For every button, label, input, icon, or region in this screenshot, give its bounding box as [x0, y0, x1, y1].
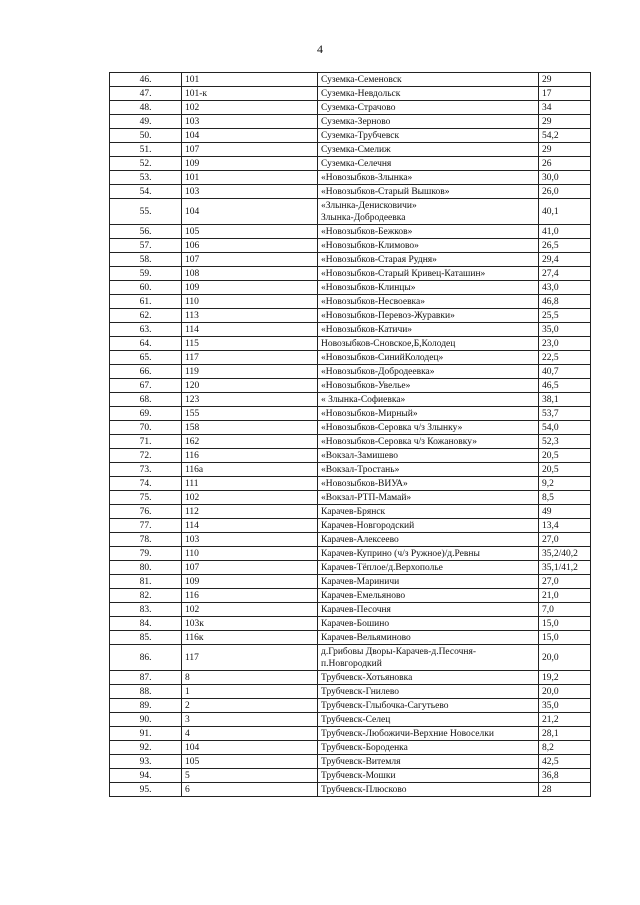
route-length-cell: 40,7 — [539, 365, 591, 379]
table-row — [110, 129, 591, 143]
route-number-cell: 1 — [182, 685, 318, 699]
route-name-cell: Карачев-Куприно (ч/з Ружное)/д.Ревны — [318, 547, 539, 561]
table-row — [110, 185, 591, 199]
route-number-cell: 114 — [182, 323, 318, 337]
route-name-cell: Суземка-Невдольск — [318, 87, 539, 101]
route-length-cell: 46,5 — [539, 379, 591, 393]
route-name-line: д.Грибовы Дворы-Карачев-д.Песочня- — [321, 647, 477, 657]
table-row — [110, 323, 591, 337]
route-length-cell: 25,5 — [539, 309, 591, 323]
route-name-cell: Трубчевск-Хотьяновка — [318, 671, 539, 685]
table-row — [110, 157, 591, 171]
row-number-cell: 85. — [110, 631, 182, 645]
route-number-cell: 6 — [182, 783, 318, 797]
routes-table — [109, 72, 591, 797]
table-row — [110, 407, 591, 421]
route-name-cell: «Новозыбков-Старая Рудня» — [318, 253, 539, 267]
route-name-cell: «Новозыбков-Серовка ч/з Злынку» — [318, 421, 539, 435]
route-number-cell: 5 — [182, 769, 318, 783]
route-number-cell: 102 — [182, 603, 318, 617]
route-length-cell: 23,0 — [539, 337, 591, 351]
route-length-cell: 28,1 — [539, 727, 591, 741]
row-number-cell: 60. — [110, 281, 182, 295]
route-name-cell: Карачев-Вельяминово — [318, 631, 539, 645]
route-name-cell: «Новозыбков-Старый Кривец-Каташин» — [318, 267, 539, 281]
route-name-cell: Суземка-Селечня — [318, 157, 539, 171]
table-row — [110, 699, 591, 713]
route-length-cell: 20,0 — [539, 645, 591, 671]
route-name-line: п.Новгородкий — [321, 659, 382, 669]
route-name-cell: «Новозыбков-Старый Вышков» — [318, 185, 539, 199]
route-number-cell: 109 — [182, 157, 318, 171]
route-name-cell: Карачев-Брянск — [318, 505, 539, 519]
route-length-cell: 9,2 — [539, 477, 591, 491]
route-length-cell: 20,5 — [539, 463, 591, 477]
route-name-cell: Трубчевск-Глыбочка-Сагутьево — [318, 699, 539, 713]
route-length-cell: 17 — [539, 87, 591, 101]
route-name-cell: «Новозыбков-Несвоевка» — [318, 295, 539, 309]
route-name-line: Злынка-Добродеевка — [321, 213, 406, 223]
table-row — [110, 199, 591, 225]
route-length-cell: 27,4 — [539, 267, 591, 281]
table-row — [110, 617, 591, 631]
row-number-cell: 77. — [110, 519, 182, 533]
row-number-cell: 53. — [110, 171, 182, 185]
route-name-cell: Суземка-Зерново — [318, 115, 539, 129]
route-name-line: «Злынка-Денисковичи» — [321, 201, 417, 211]
row-number-cell: 56. — [110, 225, 182, 239]
route-number-cell: 107 — [182, 143, 318, 157]
route-name-cell: «Новозыбков-Бежков» — [318, 225, 539, 239]
route-name-cell: «Вокзал-Тростань» — [318, 463, 539, 477]
route-length-cell: 46,8 — [539, 295, 591, 309]
route-name-cell: Трубчевск-Плюсково — [318, 783, 539, 797]
row-number-cell: 47. — [110, 87, 182, 101]
route-length-cell: 53,7 — [539, 407, 591, 421]
row-number-cell: 51. — [110, 143, 182, 157]
row-number-cell: 71. — [110, 435, 182, 449]
route-length-cell: 52,3 — [539, 435, 591, 449]
table-row — [110, 603, 591, 617]
route-length-cell: 20,5 — [539, 449, 591, 463]
route-length-cell: 13,4 — [539, 519, 591, 533]
route-name-cell: «Новозыбков-ВИУА» — [318, 477, 539, 491]
route-name-cell: «Новозыбков-Увелье» — [318, 379, 539, 393]
row-number-cell: 50. — [110, 129, 182, 143]
row-number-cell: 61. — [110, 295, 182, 309]
route-number-cell: 103к — [182, 617, 318, 631]
route-name-cell: Суземка-Страчово — [318, 101, 539, 115]
table-row — [110, 393, 591, 407]
route-name-cell: Карачев-Мариничи — [318, 575, 539, 589]
row-number-cell: 88. — [110, 685, 182, 699]
route-number-cell: 116а — [182, 463, 318, 477]
table-row — [110, 365, 591, 379]
route-number-cell: 158 — [182, 421, 318, 435]
table-row — [110, 115, 591, 129]
row-number-cell: 74. — [110, 477, 182, 491]
route-number-cell: 123 — [182, 393, 318, 407]
route-number-cell: 103 — [182, 115, 318, 129]
row-number-cell: 57. — [110, 239, 182, 253]
row-number-cell: 63. — [110, 323, 182, 337]
table-row — [110, 239, 591, 253]
row-number-cell: 83. — [110, 603, 182, 617]
row-number-cell: 64. — [110, 337, 182, 351]
route-name-cell: «Новозыбков-Серовка ч/з Кожановку» — [318, 435, 539, 449]
row-number-cell: 78. — [110, 533, 182, 547]
route-number-cell: 101-к — [182, 87, 318, 101]
route-name-cell: «Новозыбков-Климово» — [318, 239, 539, 253]
table-row — [110, 421, 591, 435]
route-length-cell: 54,2 — [539, 129, 591, 143]
route-number-cell: 116 — [182, 589, 318, 603]
route-number-cell: 119 — [182, 365, 318, 379]
route-name-cell: Карачев-Песочня — [318, 603, 539, 617]
route-number-cell: 117 — [182, 645, 318, 671]
table-row — [110, 435, 591, 449]
table-row — [110, 281, 591, 295]
route-name-cell: Трубчевск-Бороденка — [318, 741, 539, 755]
row-number-cell: 89. — [110, 699, 182, 713]
row-number-cell: 82. — [110, 589, 182, 603]
route-length-cell: 42,5 — [539, 755, 591, 769]
route-name-cell: Карачев-Алексеево — [318, 533, 539, 547]
route-length-cell: 35,0 — [539, 323, 591, 337]
row-number-cell: 69. — [110, 407, 182, 421]
route-number-cell: 104 — [182, 199, 318, 225]
route-length-cell: 19,2 — [539, 671, 591, 685]
row-number-cell: 66. — [110, 365, 182, 379]
row-number-cell: 72. — [110, 449, 182, 463]
table-row — [110, 225, 591, 239]
table-row — [110, 713, 591, 727]
route-length-cell: 26 — [539, 157, 591, 171]
route-number-cell: 162 — [182, 435, 318, 449]
row-number-cell: 92. — [110, 741, 182, 755]
table-row — [110, 783, 591, 797]
route-length-cell: 27,0 — [539, 575, 591, 589]
route-number-cell: 103 — [182, 533, 318, 547]
route-length-cell: 15,0 — [539, 617, 591, 631]
route-name-cell: «Новозыбков-Перевоз-Журавки» — [318, 309, 539, 323]
route-name-cell: «Новозыбков-Клинцы» — [318, 281, 539, 295]
route-name-cell: Суземка-Трубчевск — [318, 129, 539, 143]
table-row — [110, 671, 591, 685]
row-number-cell: 75. — [110, 491, 182, 505]
row-number-cell: 93. — [110, 755, 182, 769]
route-length-cell: 36,8 — [539, 769, 591, 783]
row-number-cell: 48. — [110, 101, 182, 115]
route-length-cell: 27,0 — [539, 533, 591, 547]
table-row — [110, 685, 591, 699]
route-length-cell: 29 — [539, 73, 591, 87]
route-name-cell: Трубчевск-Витемля — [318, 755, 539, 769]
route-number-cell: 101 — [182, 73, 318, 87]
route-length-cell: 21,0 — [539, 589, 591, 603]
table-row — [110, 171, 591, 185]
route-length-cell: 38,1 — [539, 393, 591, 407]
table-row — [110, 631, 591, 645]
route-length-cell: 15,0 — [539, 631, 591, 645]
table-row — [110, 547, 591, 561]
route-length-cell: 35,1/41,2 — [539, 561, 591, 575]
route-number-cell: 113 — [182, 309, 318, 323]
route-number-cell: 3 — [182, 713, 318, 727]
route-number-cell: 8 — [182, 671, 318, 685]
table-row — [110, 769, 591, 783]
route-name-cell: Трубчевск-Любожичи-Верхние Новоселки — [318, 727, 539, 741]
row-number-cell: 91. — [110, 727, 182, 741]
route-name-cell: Карачев-Емельяново — [318, 589, 539, 603]
table-row — [110, 267, 591, 281]
route-length-cell: 49 — [539, 505, 591, 519]
route-number-cell: 116 — [182, 449, 318, 463]
route-name-cell: Суземка-Семеновск — [318, 73, 539, 87]
table-row — [110, 463, 591, 477]
row-number-cell: 52. — [110, 157, 182, 171]
route-number-cell: 104 — [182, 741, 318, 755]
row-number-cell: 79. — [110, 547, 182, 561]
table-row — [110, 449, 591, 463]
route-number-cell: 106 — [182, 239, 318, 253]
table-row — [110, 73, 591, 87]
route-number-cell: 109 — [182, 575, 318, 589]
route-number-cell: 2 — [182, 699, 318, 713]
row-number-cell: 59. — [110, 267, 182, 281]
route-name-cell: Трубчевск-Селец — [318, 713, 539, 727]
route-name-cell: Суземка-Смелиж — [318, 143, 539, 157]
route-length-cell: 22,5 — [539, 351, 591, 365]
route-length-cell: 20,0 — [539, 685, 591, 699]
route-name-cell: Трубчевск-Мошки — [318, 769, 539, 783]
route-number-cell: 107 — [182, 561, 318, 575]
row-number-cell: 55. — [110, 199, 182, 225]
route-number-cell: 104 — [182, 129, 318, 143]
table-row — [110, 87, 591, 101]
route-name-cell: «Новозыбков-Злынка» — [318, 171, 539, 185]
route-number-cell: 155 — [182, 407, 318, 421]
table-row — [110, 477, 591, 491]
row-number-cell: 95. — [110, 783, 182, 797]
row-number-cell: 62. — [110, 309, 182, 323]
row-number-cell: 68. — [110, 393, 182, 407]
route-length-cell: 28 — [539, 783, 591, 797]
route-length-cell: 54,0 — [539, 421, 591, 435]
row-number-cell: 54. — [110, 185, 182, 199]
route-name-cell: «Вокзал-Замишево — [318, 449, 539, 463]
row-number-cell: 58. — [110, 253, 182, 267]
route-number-cell: 108 — [182, 267, 318, 281]
table-row — [110, 379, 591, 393]
row-number-cell: 65. — [110, 351, 182, 365]
route-length-cell: 8,2 — [539, 741, 591, 755]
table-row — [110, 645, 591, 671]
table-row — [110, 589, 591, 603]
routes-table-body — [110, 73, 591, 797]
row-number-cell: 90. — [110, 713, 182, 727]
row-number-cell: 49. — [110, 115, 182, 129]
route-length-cell: 40,1 — [539, 199, 591, 225]
route-number-cell: 105 — [182, 225, 318, 239]
route-name-cell — [318, 199, 539, 225]
route-number-cell: 102 — [182, 101, 318, 115]
route-name-cell: «Вокзал-РТП-Мамай» — [318, 491, 539, 505]
table-row — [110, 491, 591, 505]
route-length-cell: 29,4 — [539, 253, 591, 267]
table-row — [110, 755, 591, 769]
row-number-cell: 86. — [110, 645, 182, 671]
table-row — [110, 561, 591, 575]
route-length-cell: 41,0 — [539, 225, 591, 239]
route-number-cell: 105 — [182, 755, 318, 769]
table-row — [110, 101, 591, 115]
route-number-cell: 110 — [182, 295, 318, 309]
row-number-cell: 80. — [110, 561, 182, 575]
route-name-cell: «Новозыбков-Добродеевка» — [318, 365, 539, 379]
row-number-cell: 84. — [110, 617, 182, 631]
route-number-cell: 111 — [182, 477, 318, 491]
route-name-cell — [318, 645, 539, 671]
route-length-cell: 43,0 — [539, 281, 591, 295]
route-number-cell: 102 — [182, 491, 318, 505]
route-name-cell: « Злынка-Софиевка» — [318, 393, 539, 407]
route-length-cell: 26,0 — [539, 185, 591, 199]
row-number-cell: 46. — [110, 73, 182, 87]
row-number-cell: 94. — [110, 769, 182, 783]
route-name-cell: «Новозыбков-Катичи» — [318, 323, 539, 337]
row-number-cell: 81. — [110, 575, 182, 589]
table-row — [110, 505, 591, 519]
route-name-cell: Трубчевск-Гнилево — [318, 685, 539, 699]
route-number-cell: 101 — [182, 171, 318, 185]
route-name-cell: Карачев-Бошино — [318, 617, 539, 631]
route-length-cell: 26,5 — [539, 239, 591, 253]
route-number-cell: 110 — [182, 547, 318, 561]
route-name-cell: Карачев-Новгородский — [318, 519, 539, 533]
route-name-cell: Карачев-Тёплое/д.Верхополье — [318, 561, 539, 575]
table-row — [110, 253, 591, 267]
route-number-cell: 117 — [182, 351, 318, 365]
route-number-cell: 115 — [182, 337, 318, 351]
table-row — [110, 575, 591, 589]
table-row — [110, 741, 591, 755]
route-length-cell: 21,2 — [539, 713, 591, 727]
route-number-cell: 109 — [182, 281, 318, 295]
table-row — [110, 143, 591, 157]
route-number-cell: 107 — [182, 253, 318, 267]
route-length-cell: 30,0 — [539, 171, 591, 185]
route-name-cell: «Новозыбков-СинийКолодец» — [318, 351, 539, 365]
table-row — [110, 351, 591, 365]
page-number: 4 — [317, 42, 323, 56]
route-name-cell: «Новозыбков-Мирный» — [318, 407, 539, 421]
route-number-cell: 120 — [182, 379, 318, 393]
route-number-cell: 116к — [182, 631, 318, 645]
route-number-cell: 4 — [182, 727, 318, 741]
row-number-cell: 67. — [110, 379, 182, 393]
row-number-cell: 73. — [110, 463, 182, 477]
row-number-cell: 76. — [110, 505, 182, 519]
row-number-cell: 70. — [110, 421, 182, 435]
route-length-cell: 29 — [539, 143, 591, 157]
table-row — [110, 295, 591, 309]
route-number-cell: 112 — [182, 505, 318, 519]
route-length-cell: 35,2/40,2 — [539, 547, 591, 561]
route-length-cell: 29 — [539, 115, 591, 129]
table-row — [110, 533, 591, 547]
row-number-cell: 87. — [110, 671, 182, 685]
table-row — [110, 727, 591, 741]
route-length-cell: 7,0 — [539, 603, 591, 617]
route-length-cell: 8,5 — [539, 491, 591, 505]
table-row — [110, 337, 591, 351]
route-name-cell: Новозыбков-Сновское,Б,Колодец — [318, 337, 539, 351]
route-length-cell: 35,0 — [539, 699, 591, 713]
route-number-cell: 103 — [182, 185, 318, 199]
route-length-cell: 34 — [539, 101, 591, 115]
route-number-cell: 114 — [182, 519, 318, 533]
table-row — [110, 309, 591, 323]
table-row — [110, 519, 591, 533]
